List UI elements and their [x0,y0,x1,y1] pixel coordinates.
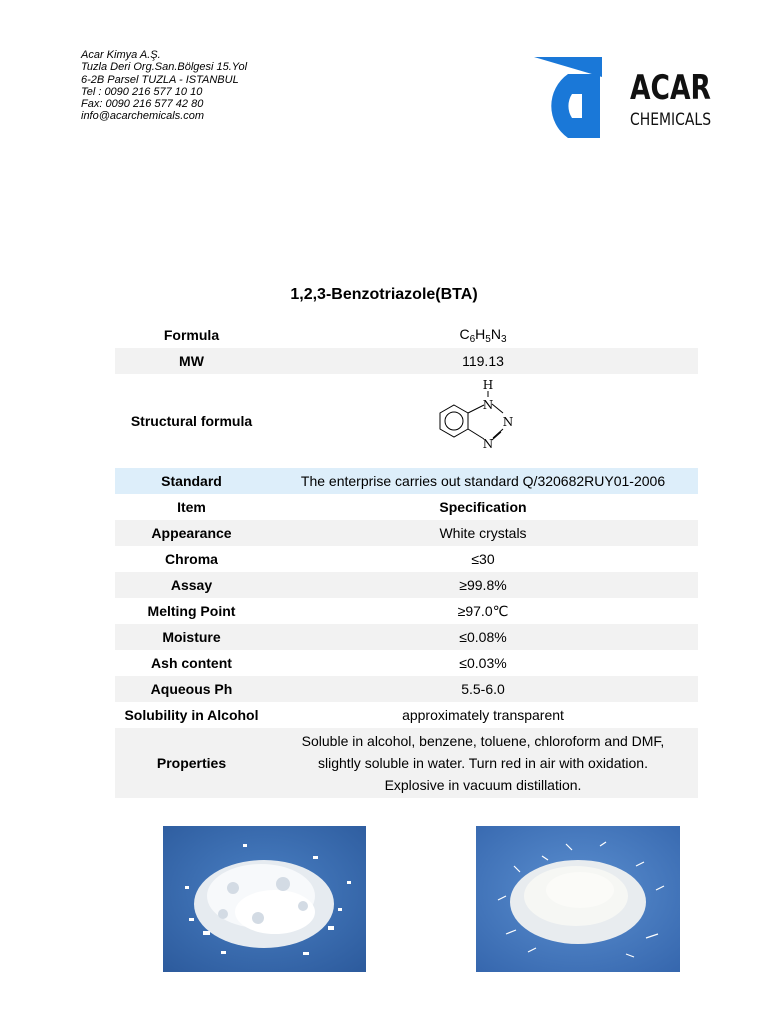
mw-label: MW [115,348,268,374]
properties-line: Soluble in alcohol, benzene, toluene, chloroform and DMF, [301,733,665,749]
properties-line: slightly soluble in water. Turn red in air with oxidation. [318,755,648,771]
table-row [115,728,698,798]
company-street: Tuzla Deri Org.San.Bölgesi 15.Yol [81,61,248,74]
logo-wordmark [630,70,734,130]
logo-word: ACAR [630,68,711,108]
properties-label: Properties [115,728,268,798]
formula-label: Formula [163,327,220,343]
mw-value: 119.13 [268,348,698,374]
standard-label: Standard [115,468,268,494]
item-header: Item [177,499,206,515]
benzotriazole-structure-icon [423,377,543,465]
appearance-value: White crystals [268,520,698,546]
company-name: Acar Kimya A.Ş. [81,49,161,61]
aqueous-ph-value: 5.5-6.0 [268,676,698,702]
company-fax: Fax: 0090 216 577 42 80 [81,98,204,111]
table-row [115,374,698,468]
bta-crystals-photo [163,826,366,972]
chroma-value: ≤30 [471,551,495,567]
logo-subword: CHEMICALS [630,110,712,130]
moisture-label: Moisture [115,624,268,650]
table-row [115,572,698,598]
atom-n3: N [482,437,494,451]
table-row [115,348,698,374]
chroma-label: Chroma [165,551,218,567]
table-row [115,624,698,650]
company-district: 6-2B Parsel TUZLA - ISTANBUL [81,73,239,86]
aqueous-ph-label: Aqueous Ph [115,676,268,702]
table-row [115,520,698,546]
specification-table [115,322,698,798]
table-row [115,322,698,348]
company-address [81,49,247,123]
properties-line: Explosive in vacuum distillation. [384,777,582,793]
company-phone: Tel : 0090 216 577 10 10 [81,85,203,98]
assay-value: ≥99.8% [268,572,698,598]
properties-value [268,728,698,798]
table-row [115,598,698,624]
solubility-value: approximately transparent [402,707,564,723]
table-row [115,494,698,520]
table-row [115,650,698,676]
melting-point-label: Melting Point [147,603,236,619]
ash-content-label: Ash content [151,655,232,671]
table-row [115,676,698,702]
table-row [115,702,698,728]
atom-h: H [482,378,494,392]
ash-content-value: ≤0.03% [459,655,507,671]
formula-value: $C_6H_5N_3$ [459,325,507,345]
product-title: 1,2,3-Benzotriazole(BTA) [290,286,478,303]
solubility-label: Solubility in Alcohol [124,707,259,723]
atom-n2: N [502,415,514,429]
assay-label: Assay [115,572,268,598]
moisture-value: ≤0.08% [268,624,698,650]
bta-needle-crystals-photo [476,826,680,972]
structure-cell [268,374,698,468]
table-row [115,468,698,494]
atom-n1: N [482,398,494,412]
structure-label: Structural formula [130,413,253,429]
table-row [115,546,698,572]
company-email: info@acarchemicals.com [81,110,205,123]
appearance-label: Appearance [115,520,268,546]
melting-point-value: ≥97.0℃ [457,602,509,619]
specification-header: Specification [439,499,527,515]
standard-value: The enterprise carries out standard Q/320682RUY01-2006 [268,468,698,494]
